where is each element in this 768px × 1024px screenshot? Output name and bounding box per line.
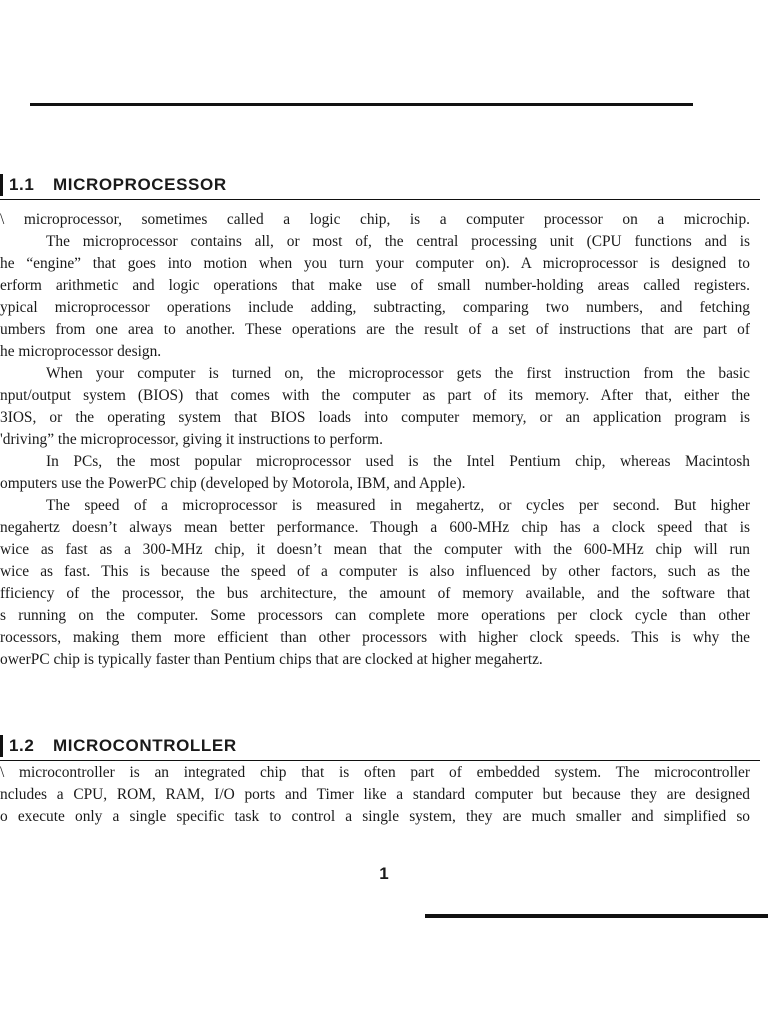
text-line: The speed of a microprocessor is measured in megahertz, or cycles per second. But higher	[46, 497, 750, 514]
section-body-microprocessor	[0, 209, 768, 671]
section-number: 1.2	[9, 736, 35, 755]
section-body-microcontroller	[0, 762, 768, 828]
heading-marker	[0, 735, 3, 757]
text-line: nput/output system (BIOS) that comes with the computer as part of its memory. After that, either the	[0, 387, 750, 404]
text-line: When your computer is turned on, the microprocessor gets the first instruction from the basic	[46, 365, 750, 382]
section-number: 1.1	[9, 175, 35, 194]
text-line: umbers from one area to another. These operations are the result of a set of instructions that are part of	[0, 321, 750, 338]
text-line: \ microcontroller is an integrated chip that is often part of embedded system. The microcontroller	[0, 764, 750, 781]
heading-underline	[0, 760, 760, 762]
section-heading-microcontroller	[0, 733, 760, 759]
text-line: ncludes a CPU, ROM, RAM, I/O ports and Timer like a standard computer but because they are designed	[0, 786, 750, 803]
text-line: In PCs, the most popular microprocessor used is the Intel Pentium chip, whereas Macintosh	[46, 453, 750, 470]
text-line: negahertz doesn’t always mean better performance. Though a 600-MHz chip has a clock speed that is	[0, 519, 750, 536]
section-heading-microprocessor	[0, 172, 760, 198]
text-line: he “engine” that goes into motion when you turn your computer on). A microprocessor is designed to	[0, 255, 750, 272]
text-line: wice as fast as a 300-MHz chip, it doesn’t mean that the computer with the 600-MHz chip will run	[0, 541, 750, 558]
text-line: \ microprocessor, sometimes called a logic chip, is a computer processor on a microchip.	[0, 211, 750, 228]
text-line: he microprocessor design.	[0, 343, 162, 360]
page-number: 1	[379, 864, 389, 883]
text-line: omputers use the PowerPC chip (developed by Motorola, IBM, and Apple).	[0, 475, 466, 492]
heading-marker	[0, 174, 3, 196]
text-line: owerPC chip is typically faster than Pentium chips that are clocked at higher megahertz.	[0, 651, 543, 668]
footer-rule	[425, 914, 768, 918]
text-line: rocessors, making them more efficient than other processors with higher clock speeds. This is why the	[0, 629, 750, 646]
text-line: o execute only a single specific task to control a single system, they are much smaller and simplified so	[0, 808, 750, 825]
text-line: 'driving” the microprocessor, giving it instructions to perform.	[0, 431, 383, 448]
text-line: 3IOS, or the operating system that BIOS loads into computer memory, or an application program is	[0, 409, 750, 426]
text-line: ypical microprocessor operations include adding, subtracting, comparing two numbers, and fetching	[0, 299, 750, 316]
heading-underline	[0, 199, 760, 201]
text-line: The microprocessor contains all, or most of, the central processing unit (CPU functions and is	[46, 233, 750, 250]
text-line: erform arithmetic and logic operations that make use of small number-holding areas called registers.	[0, 277, 750, 294]
text-line: s running on the computer. Some processors can complete more operations per clock cycle than other	[0, 607, 750, 624]
header-rule	[30, 103, 693, 106]
section-title: MICROCONTROLLER	[53, 736, 237, 755]
text-line: wice as fast. This is because the speed of a computer is also influenced by other factors, such as the	[0, 563, 750, 580]
section-title: MICROPROCESSOR	[53, 175, 227, 194]
text-line: fficiency of the processor, the bus architecture, the amount of memory available, and the software that	[0, 585, 750, 602]
